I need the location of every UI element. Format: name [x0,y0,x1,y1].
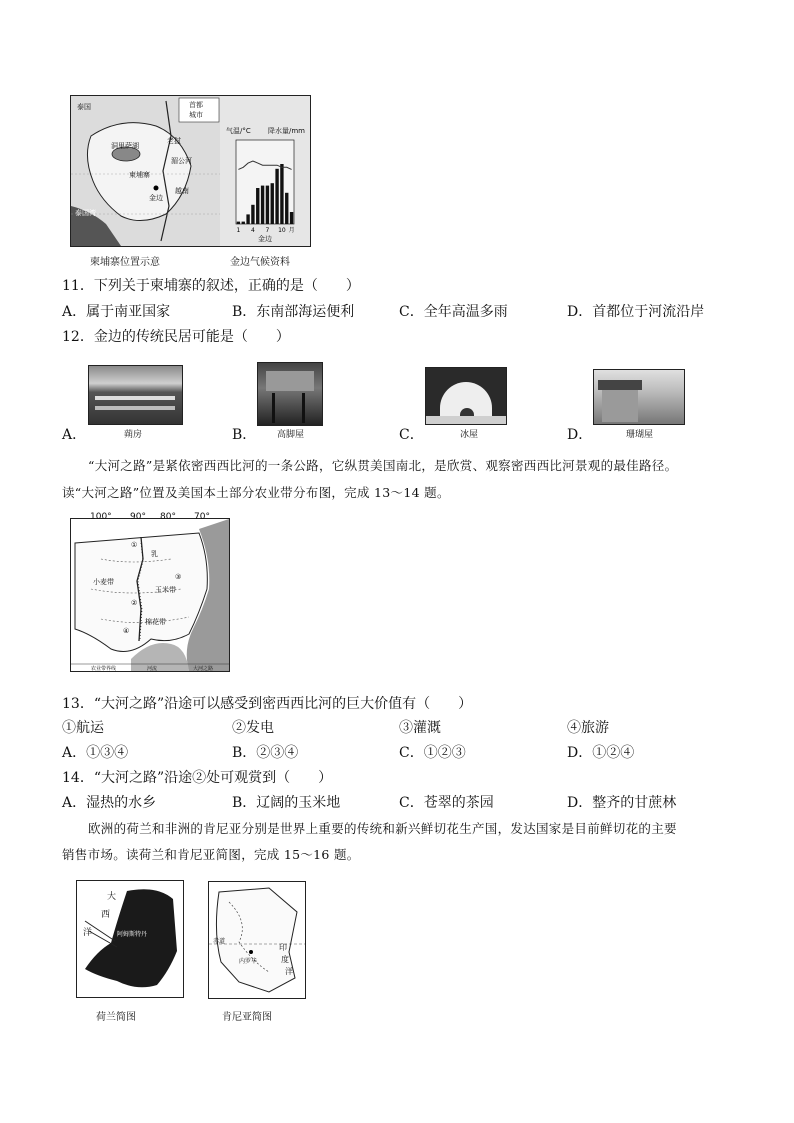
netherlands-map [76,880,184,998]
q14-option-a[interactable]: A．湿热的水乡 [62,795,157,811]
x-tick-label: 10 [278,227,286,234]
q12-letter-a[interactable]: A． [62,427,87,443]
usa-marker-1: ① [131,541,138,549]
chart-temp-label: 气温/°C [226,127,251,135]
precip-bar [280,164,283,224]
usa-lon-80: 80° [160,512,176,522]
precip-bar [266,186,269,224]
usa-map [70,518,230,672]
precip-bar [271,183,274,224]
precip-bar [237,222,240,224]
usa-zone-wheat: 小麦带 [93,578,114,586]
q14-option-d[interactable]: D．整齐的甘蔗林 [567,795,677,811]
caption-climate-chart: 金边气候资料 [230,257,290,268]
caption-kenya: 肯尼亚简图 [222,1012,272,1023]
kenya-map [208,881,306,999]
photo-caption-a: 蒴房 [124,430,143,440]
q11-option-b[interactable]: B．东南部海运便利 [232,304,355,320]
map-label-mekong: 湄公河 [171,157,192,165]
q11-option-d[interactable]: D．首都位于河流沿岸 [567,304,705,320]
legend-city: 城市 [189,111,203,119]
usa-map-drawing [71,519,229,671]
map-label-cambodia: 柬埔寨 [129,171,150,179]
x-tick-label: 4 [251,227,255,234]
q14-option-b[interactable]: B．辽阔的玉米地 [232,795,341,811]
usa-zone-dairy: 乳 [151,550,158,558]
nl-label-xi: 西 [101,910,111,920]
precip-bar [285,193,288,224]
precip-bar [275,169,278,224]
legend-capital: 首都 [189,101,203,109]
precip-bar [242,222,245,224]
q11-option-c[interactable]: C．全年高温多雨 [399,304,508,320]
photo-caption-d: 珊瑚屋 [626,430,654,440]
nl-label-da: 大 [107,892,117,902]
x-tick-label: 7 [265,227,270,234]
usa-lon-100: 100° [90,512,112,522]
ke-label-yin: 印 [279,943,287,952]
q13-item-2: ②发电 [232,720,274,736]
netherlands-map-drawing [77,881,183,997]
map-label-vietnam: 越南 [175,187,189,195]
usa-lon-90: 90° [130,512,146,522]
q14-stem: 14．“大河之路”沿途②处可观赏到（ ） [62,770,333,786]
chart-precip-label: 降水量/mm [268,127,305,135]
q11-option-a[interactable]: A．属于南亚国家 [62,304,171,320]
intro-15-line-1: 欧洲的荷兰和非洲的肯尼亚分别是世界上重要的传统和新兴鲜切花生产国，发达国家是目前鲜切花的主要 [88,821,677,836]
intro-13-line-2: 读“大河之路”位置及美国本土部分农业带分布图，完成 13～14 题。 [62,485,450,500]
ke-label-du: 度 [281,955,289,964]
q12-letter-d[interactable]: D． [567,427,593,443]
ke-label-equator: 赤道 [213,938,226,945]
map-label-gulf: 泰国湾 [75,209,96,217]
usa-zone-corn: 玉米带 [155,586,176,594]
precip-bar [256,188,259,224]
map-label-lake: 洞里萨湖 [111,142,139,150]
q13-option-c[interactable]: C．①②③ [399,745,466,761]
q12-stem: 12．金边的传统民居可能是（ ） [62,329,290,345]
nl-label-yang: 洋 [83,928,93,938]
photo-option-a [88,365,183,425]
q13-option-a[interactable]: A．①③④ [62,745,129,761]
precip-bar [251,205,254,224]
cambodia-map [70,95,222,247]
ke-label-nairobi: 内罗毕 [239,958,258,965]
q12-letter-b[interactable]: B． [232,427,257,443]
q13-item-1: ①航运 [62,720,104,736]
usa-legend-road: 大河之路 [193,666,214,672]
x-tick-label: 1 [236,227,241,234]
q13-stem: 13．“大河之路”沿途可以感受到密西西比河的巨大价值有（ ） [62,696,473,712]
ke-label-ocean: 洋 [285,967,293,976]
intro-15-line-2: 销售市场。读荷兰和肯尼亚简图，完成 15～16 题。 [62,847,360,862]
caption-netherlands: 荷兰简图 [96,1012,136,1023]
photo-option-c [425,367,507,425]
usa-legend-boundary: 农业带界线 [91,666,117,672]
q11-stem: 11．下列关于柬埔寨的叙述，正确的是（ ） [62,278,360,294]
map-label-thailand: 泰国 [77,103,91,111]
q12-letter-c[interactable]: C． [399,427,424,443]
q13-option-d[interactable]: D．①②④ [567,745,635,761]
precip-bar [290,212,293,224]
climate-chart [220,95,311,247]
usa-legend-river: 河流 [147,666,158,672]
nl-label-amsterdam: 阿姆斯特丹 [117,931,148,938]
map-label-phnompenh: 金边 [149,194,163,202]
intro-13-line-1: “大河之路”是紧依密西西比河的一条公路，它纵贯美国南北，是欣赏、观察密西西比河景观的最佳路径。 [88,458,678,473]
q13-item-4: ④旅游 [567,720,609,736]
photo-caption-c: 冰屋 [460,430,479,440]
chart-city-label: 金边 [258,235,272,243]
photo-option-d [593,369,685,425]
map-label-laos: 老挝 [167,137,181,145]
q14-option-c[interactable]: C．苍翠的茶园 [399,795,494,811]
x-tick-label: 月 [288,227,295,234]
precip-bar [261,186,264,224]
photo-caption-b: 高脚屋 [277,430,305,440]
climate-chart-svg [220,96,310,246]
usa-marker-4: ④ [123,627,130,635]
q13-item-3: ③灌溉 [399,720,441,736]
usa-zone-cotton: 棉花带 [145,618,166,626]
q13-option-b[interactable]: B．②③④ [232,745,299,761]
usa-lon-70: 70° [194,512,210,522]
caption-cambodia-map: 柬埔寨位置示意 [90,257,160,268]
usa-marker-3: ③ [175,573,182,581]
photo-option-b [257,362,323,426]
usa-marker-2: ② [131,599,138,607]
precip-bar [246,214,249,224]
